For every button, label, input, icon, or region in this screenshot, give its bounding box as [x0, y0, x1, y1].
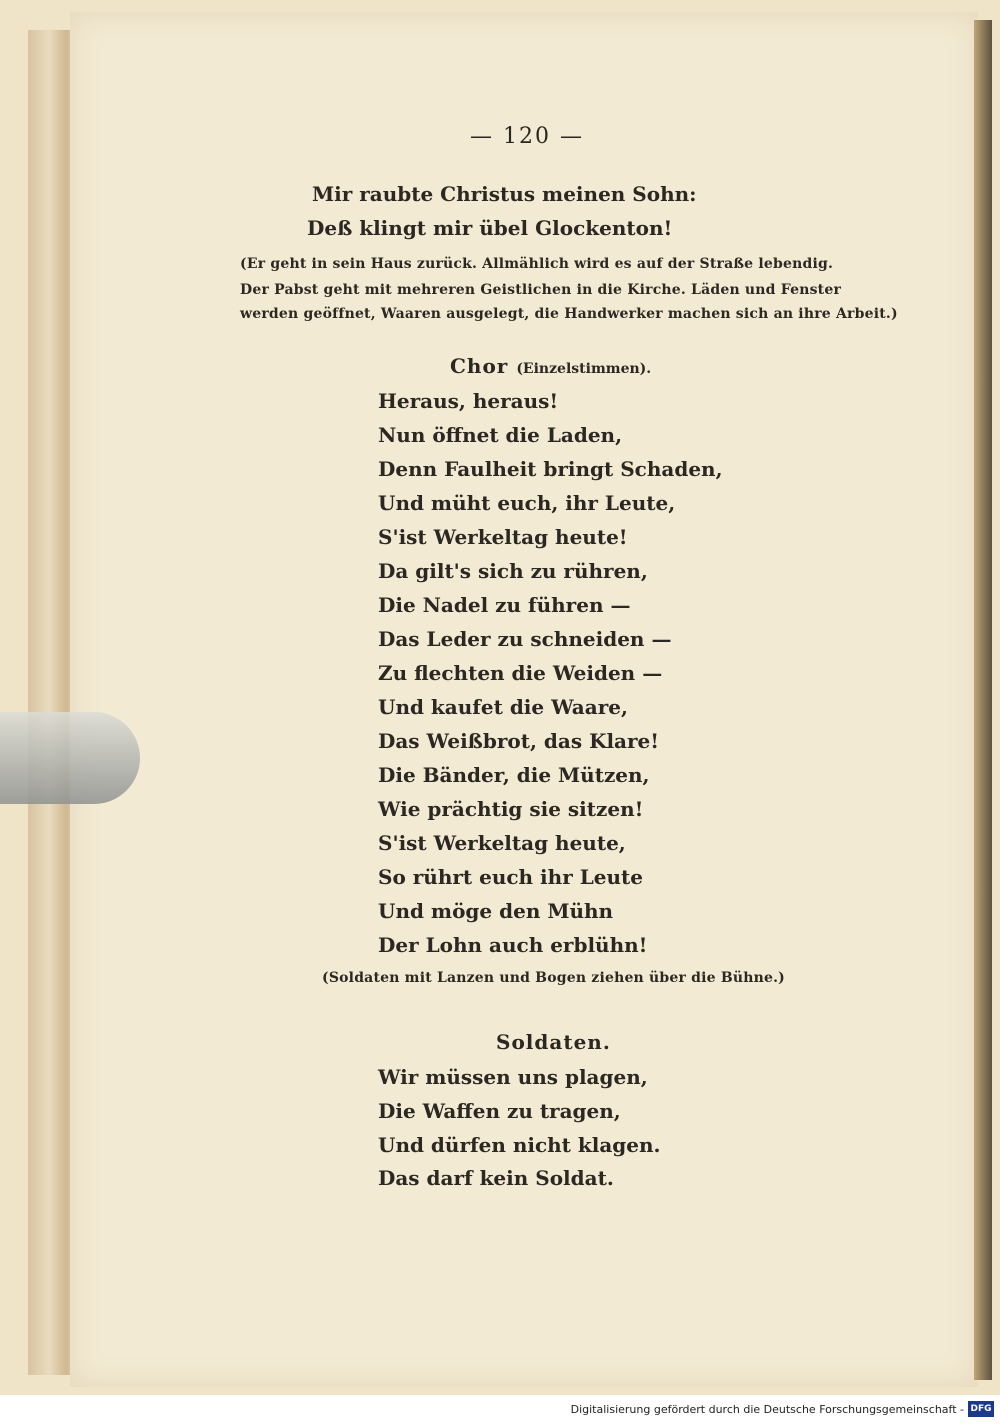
soldiers-line: Die Waffen zu tragen, [378, 1099, 621, 1123]
chorus-line: Das Weißbrot, das Klare! [378, 729, 660, 753]
chorus-line: Und kaufet die Waare, [378, 695, 628, 719]
chorus-line: Zu flechten die Weiden — [378, 661, 663, 685]
page-number: — 120 — [470, 124, 584, 149]
chorus-line: S'ist Werkeltag heute, [378, 831, 626, 855]
chorus-line: Da gilt's sich zu rühren, [378, 559, 648, 583]
chorus-line: Die Nadel zu führen — [378, 593, 631, 617]
stage-direction-1-line-1: (Er geht in sein Haus zurück. Allmählich wird es auf der Straße lebendig. [240, 256, 834, 272]
page-clip [0, 712, 140, 804]
chorus-heading-note: (Einzelstimmen). [516, 361, 652, 377]
soldiers-line: Wir müssen uns plagen, [378, 1065, 648, 1089]
chorus-heading [450, 354, 651, 378]
stage-direction-2: (Soldaten mit Lanzen und Bogen ziehen über die Bühne.) [322, 970, 785, 986]
stage-direction-1-line-2: Der Pabst geht mit mehreren Geistlichen in die Kirche. Läden und Fenster [240, 282, 842, 298]
opening-line-2: Deß klingt mir übel Glockenton! [307, 216, 673, 240]
chorus-line: Heraus, heraus! [378, 389, 559, 413]
footer-credit: Digitalisierung gefördert durch die Deutsche Forschungsgemeinschaft - [570, 1403, 964, 1416]
chorus-line: Und möge den Mühn [378, 899, 614, 923]
opening-line-1: Mir raubte Christus meinen Sohn: [312, 182, 697, 206]
soldiers-line: Das darf kein Soldat. [378, 1166, 614, 1190]
chorus-line: Denn Faulheit bringt Schaden, [378, 457, 723, 481]
page-spine-shadow [974, 20, 992, 1380]
soldiers-heading: Soldaten. [496, 1030, 611, 1054]
chorus-heading-label: Chor [450, 354, 509, 378]
chorus-line: So rührt euch ihr Leute [378, 865, 643, 889]
chorus-line: Die Bänder, die Mützen, [378, 763, 650, 787]
chorus-line: Der Lohn auch erblühn! [378, 933, 648, 957]
chorus-line: S'ist Werkeltag heute! [378, 525, 628, 549]
dfg-logo: DFG [968, 1401, 994, 1417]
stage-direction-1-line-3: werden geöffnet, Waaren ausgelegt, die Handwerker machen sich an ihre Arbeit.) [240, 306, 898, 322]
chorus-line: Wie prächtig sie sitzen! [378, 797, 644, 821]
chorus-line: Nun öffnet die Laden, [378, 423, 623, 447]
chorus-line: Das Leder zu schneiden — [378, 627, 672, 651]
soldiers-line: Und dürfen nicht klagen. [378, 1133, 661, 1157]
chorus-line: Und müht euch, ihr Leute, [378, 491, 676, 515]
